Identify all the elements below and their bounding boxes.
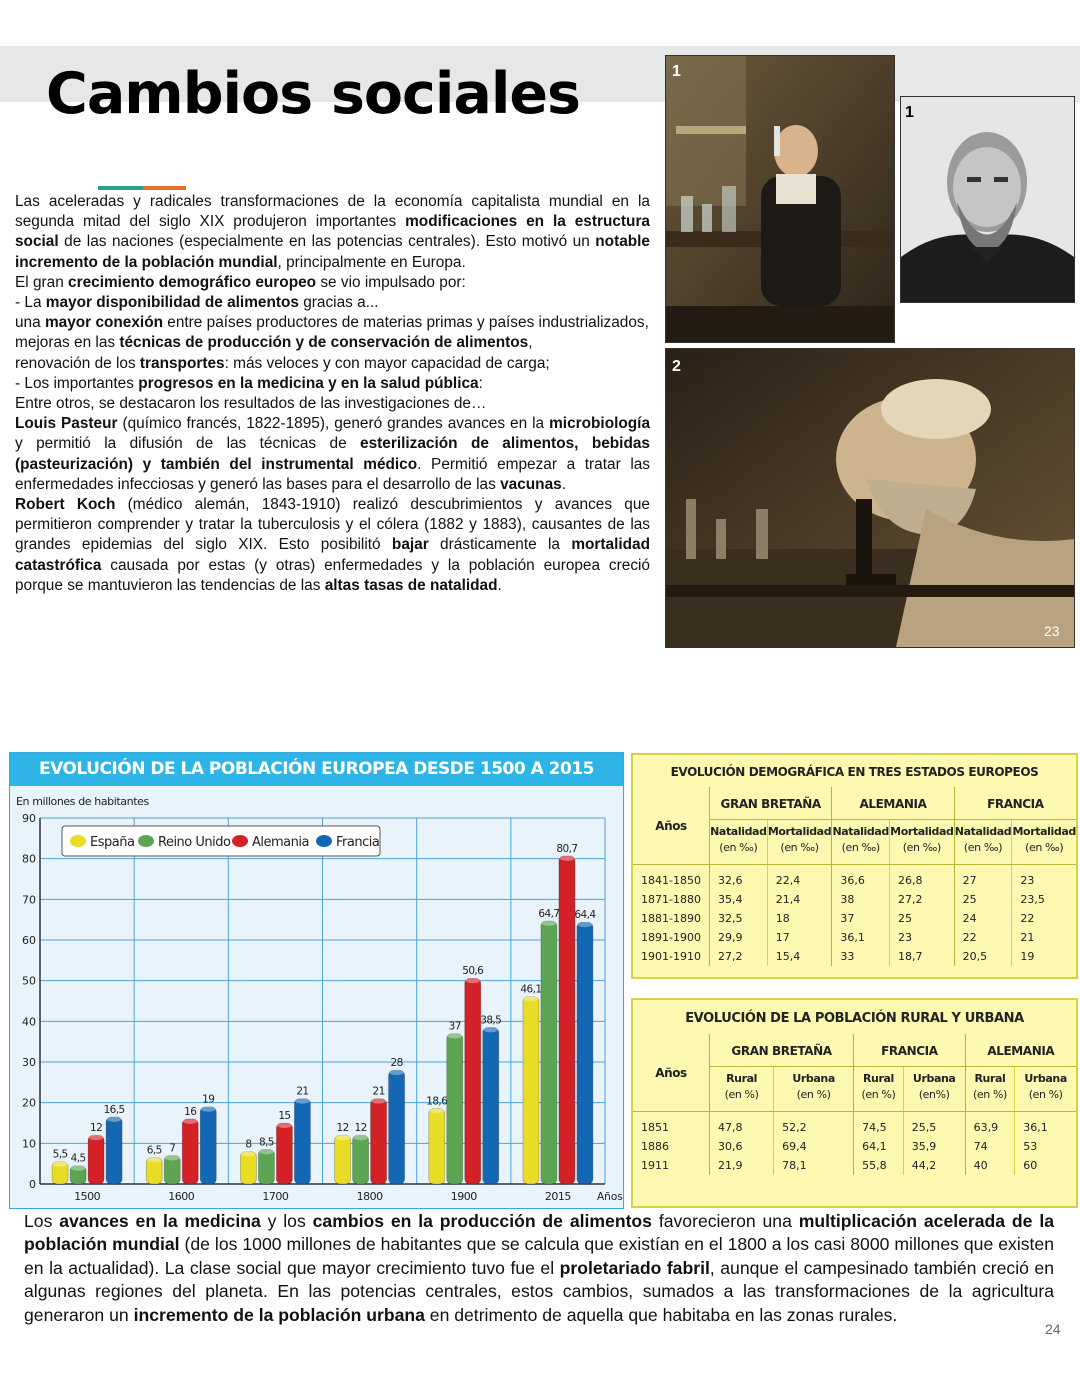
y-tick-label: 20 [22,1096,36,1110]
legend-swatch [316,835,332,847]
text-run: gracias a... [298,294,379,312]
sub-header-unit: (en ‰) [1025,841,1064,854]
y-tick-label: 10 [22,1137,36,1151]
data-label: 80,7 [556,842,578,855]
table-cell: 29,9 [710,928,768,947]
text-run: mejoras en las [15,334,120,352]
text-run: . [497,576,502,594]
y-axis-label: En millones de habitantes [16,795,149,808]
sub-header [774,1067,854,1112]
intro-paragraph [15,374,650,394]
data-label: 37 [448,1020,461,1033]
data-label: 12 [89,1122,103,1135]
table-cell: 64,1 [854,1137,904,1156]
y-tick-label: 30 [22,1056,36,1069]
table-cell: 35,9 [903,1137,965,1156]
table-cell: 19 [1012,947,1076,966]
y-tick-label: 80 [22,852,36,866]
data-label: 46,1 [520,983,542,996]
table-cell: 32,6 [710,865,768,891]
data-label: 12 [336,1122,349,1135]
data-label: 7 [169,1142,176,1155]
intro-paragraph [15,313,650,333]
table-cell: 20,5 [954,947,1012,966]
sub-header-unit: (en ‰) [719,841,758,854]
sub-header-unit: (en %) [1028,1088,1063,1101]
table-cell: 25 [954,890,1012,909]
sub-header-label: Natalidad [954,825,1012,838]
row-year: 1881-1890 [641,912,701,925]
sub-header-label: Rural [974,1072,1006,1085]
text-run: se vio impulsado por: [316,273,466,291]
table-cell: 63,9 [965,1112,1015,1138]
data-label: 12 [354,1122,367,1135]
country-header: ALEMANIA [965,1034,1076,1067]
sub-header [832,820,890,865]
table-cell: 22 [1012,909,1076,928]
demographic-table [631,753,1078,979]
sub-header-label: Natalidad [832,825,889,838]
data-label: 18,6 [426,1095,448,1108]
sub-header-unit: (en %) [796,1088,831,1101]
legend-swatch [232,835,248,847]
table-row [633,928,1076,947]
intro-paragraph [15,333,650,353]
text-run: (médico alemán, 1843-1910) realizó descubrimientos y avances que permitieron comprender y tratar la tuberculosis y el cólera (1882 y 1883), causantes de las grandes epidemias del siglo XIX. Esto posibilitó [15,496,650,554]
legend-label: Reino Unido [158,835,231,850]
sub-header-label: Rural [862,1072,894,1085]
table-cell: 23 [890,928,955,947]
table-cell: 69,4 [774,1137,854,1156]
bold-text: microbiología [549,415,651,433]
bar-españa [523,997,539,1184]
legend-swatch [138,835,154,847]
bar-alemania [559,856,575,1184]
table-cell: 25,5 [903,1112,965,1138]
bar-highlight [389,1069,404,1075]
table2-title: EVOLUCIÓN DE LA POBLACIÓN RURAL Y URBANA [685,1011,1024,1026]
accent-bar-orange [143,186,186,190]
text-run: , aunque el campesinado también creció en algunas regiones del planeta. En las potencias centrales, estos cambios, sumados a las transformaciones de la agricultura generaron un [24,1257,1054,1325]
bar-highlight [523,996,538,1002]
bar-francia [106,1117,122,1184]
text-run: - La [15,294,46,312]
table-cell: 24 [954,909,1012,928]
bar-francia [577,922,593,1184]
population-chart [9,752,624,1209]
row-year: 1851 [641,1121,669,1134]
bold-text: técnicas de producción y de conservación de alimentos [119,334,529,352]
data-label: 50,6 [462,965,484,978]
bar-highlight [483,1026,498,1032]
text-run: entre países productores de materias primas y países industrializados, [163,314,649,332]
sub-header-unit: (en ‰) [780,841,819,854]
table-cell: 23,5 [1012,890,1076,909]
bar-highlight [559,855,574,861]
sub-header [954,820,1012,865]
bar-highlight [447,1033,462,1039]
bold-text: bajar [391,536,429,554]
bar-highlight [295,1098,310,1104]
bar-francia [389,1070,405,1184]
y-tick-label: 70 [22,893,36,907]
row-year: 1871-1880 [641,893,701,906]
text-run: El gran [15,273,69,291]
y-tick-label: 0 [29,1178,36,1191]
rural-urban-table [631,998,1078,1208]
bar-highlight [335,1134,350,1140]
intro-paragraph [15,192,650,273]
text-run: Entre otros, se destacaron los resultados de las investigaciones de… [15,395,487,413]
table-cell: 17 [767,928,832,947]
bar-highlight [71,1165,86,1171]
text-run: Las aceleradas y radicales transformaciones de la economía capitalista mundial en la segunda mitad del siglo XIX produjeron importantes [15,193,650,231]
x-tick-label: 1700 [262,1190,289,1203]
table-cell: 26,8 [890,865,955,891]
photo-koch-microscope [665,348,1075,648]
text-run: (de los 1000 millones de habitantes que se calcula que existían en el 1800 a los casi 8000 millones que existen en la actualidad). La clase social que mayor crecimiento tuvo fue el [24,1234,1054,1278]
table-cell: 32,5 [710,909,768,928]
sub-header [890,820,955,865]
x-tick-label: 1600 [168,1190,195,1203]
bar-reino-unido [353,1135,369,1184]
table-header-row [633,1034,1076,1067]
photo-pasteur-lab [665,55,895,343]
bar-highlight [241,1150,256,1156]
bar-highlight [165,1155,180,1161]
table-cell: 15,4 [767,947,832,966]
koch-microscope-photo [666,349,1074,647]
text-run: : [478,374,483,392]
text-run: de las naciones (especialmente en las potencias centrales). Esto motivó un [58,233,596,251]
bar-reino-unido [541,921,557,1184]
country-header: FRANCIA [954,787,1076,820]
text-run: , [528,334,533,352]
bar-alemania [465,978,481,1184]
sub-header [854,1067,904,1112]
sub-header-unit: (en %) [861,1088,896,1101]
sub-header-unit: (en %) [973,1088,1007,1101]
sub-header-unit: (en ‰) [902,841,941,854]
bold-text: altas tasas de natalidad [324,576,498,594]
bold-text: cambios en la producción de alimentos [312,1211,652,1231]
sub-header-unit: (en ‰) [841,841,880,854]
bold-text: mortalidad catastrófica [15,536,650,574]
table1-title: EVOLUCIÓN DEMOGRÁFICA EN TRES ESTADOS EUROPEOS [670,765,1039,779]
row-year: 1901-1910 [641,950,701,963]
sub-header [1012,820,1076,865]
intro-paragraph [15,273,650,293]
data-label: 64,7 [538,907,560,920]
table-cell: 74,5 [854,1112,904,1138]
table-row [633,1137,1076,1156]
table-cell: 44,2 [903,1156,965,1175]
table-cell: 23 [1012,865,1076,891]
bold-text: incremento de la población urbana [133,1304,425,1325]
photo-pasteur-portrait [900,96,1075,303]
table-cell: 55,8 [854,1156,904,1175]
table-cell: 35,4 [710,890,768,909]
photo-number: 2 [672,358,681,375]
intro-paragraph [15,354,650,374]
row-year: 1891-1900 [641,931,701,944]
row-year: 1841-1850 [641,874,701,887]
bar-highlight [201,1106,216,1112]
pasteur-lab-painting [666,56,894,342]
table-cell: 21 [1012,928,1076,947]
y-tick-label: 60 [22,934,36,947]
bar-francia [483,1027,499,1184]
table-cell: 30,6 [710,1137,774,1156]
table-cell: 53 [1015,1137,1076,1156]
page-number: 24 [1045,1321,1061,1337]
bold-text: progresos en la medicina y en la salud pública [138,374,479,392]
data-label: 8,5 [258,1136,274,1149]
intro-paragraph [15,394,650,414]
sub-header-unit: (en%) [918,1088,950,1101]
legend-swatch [70,835,86,847]
country-header: FRANCIA [854,1034,966,1067]
bar-alemania [276,1123,292,1184]
text-run: en detrimento de aquella que habitaba en las zonas rurales. [424,1304,898,1325]
bar-highlight [429,1107,444,1113]
bold-text: crecimiento demográfico europeo [68,273,317,291]
data-label: 64,4 [574,909,596,922]
table-cell: 78,1 [774,1156,854,1175]
table-cell: 25 [890,909,955,928]
x-tick-label: 1500 [74,1190,101,1203]
sub-header-unit: (en ‰) [963,841,1003,854]
sub-header [710,1067,774,1112]
table-cell: 22 [954,928,1012,947]
bold-text: transportes [139,354,225,372]
bold-text: modificaciones en la estructura social [15,213,650,251]
photo-number: 1 [905,104,914,121]
sub-header-label: Mortalidad [1012,825,1076,838]
text-run: , principalmente en Europa. [277,253,466,271]
data-label: 8 [245,1138,252,1151]
legend-label: España [90,835,135,850]
text-run: drásticamente la [428,536,572,554]
country-header: GRAN BRETAÑA [710,1034,854,1067]
row-year: 1886 [641,1140,669,1153]
bar-highlight [89,1134,104,1140]
y-tick-label: 90 [22,812,36,825]
bar-highlight [259,1148,274,1154]
data-label: 4,5 [70,1152,86,1165]
bold-text: vacunas [500,475,562,493]
x-tick-label: 2015 [544,1190,571,1203]
intro-text [15,192,650,596]
table-cell: 18 [767,909,832,928]
pasteur-portrait [901,97,1074,302]
text-run: y los [260,1211,313,1231]
table-cell: 47,8 [710,1112,774,1138]
table-row [633,1156,1076,1175]
sub-header-label: Natalidad [710,825,767,838]
text-run: causada por estas (y otras) enfermedades y la población europea creció porque se mantuvieron las tendencias de las [15,556,650,594]
text-run: una [15,314,45,332]
sub-header-label: Urbana [1024,1072,1067,1085]
y-tick-label: 40 [22,1015,36,1029]
bold-text: Robert Koch [15,496,116,514]
bar-reino-unido [258,1149,274,1184]
bar-españa [335,1135,351,1184]
sub-header-unit: (en %) [724,1088,759,1101]
bar-highlight [577,921,592,927]
text-run: (químico francés, 1822-1895), generó grandes avances en la [117,415,550,433]
bold-text: multiplicación acelerada de la población mundial [24,1211,1054,1255]
text-run: : más veloces y con mayor capacidad de carga; [224,354,550,372]
country-header: ALEMANIA [832,787,954,820]
table-cell: 22,4 [767,865,832,891]
col-header-years: Años [633,787,710,865]
bold-text: notable incremento de la población mundial [15,233,650,271]
table-cell: 40 [965,1156,1015,1175]
intro-paragraph [15,495,650,596]
table-cell: 21,9 [710,1156,774,1175]
table-cell: 60 [1015,1156,1076,1175]
x-tick-label: 1900 [450,1190,477,1203]
bar-españa [429,1108,445,1184]
x-axis-label: Años [597,1191,623,1203]
table-cell: 52,2 [774,1112,854,1138]
sub-header-label: Urbana [912,1072,956,1085]
bold-text: esterilización de alimentos, bebidas (pasteurización) y también del instrumental médico [15,435,650,473]
table-header-row [633,787,1076,820]
text-run: y permitió la difusión de las técnicas de [15,435,361,453]
table-row [633,890,1076,909]
bar-highlight [277,1122,292,1128]
data-label: 19 [202,1093,215,1106]
table-row [633,947,1076,966]
table-cell: 21,4 [767,890,832,909]
table-cell: 74 [965,1137,1015,1156]
table-cell: 38 [832,890,890,909]
table-cell: 36,1 [1015,1112,1076,1138]
chart-plot [10,786,623,1208]
table-row [633,909,1076,928]
sub-header [965,1067,1015,1112]
text-run: . [561,475,566,493]
table-cell: 27,2 [890,890,955,909]
page-title: Cambios sociales [46,61,580,127]
chart-title: EVOLUCIÓN DE LA POBLACIÓN EUROPEA DESDE 1500 A 2015 [10,753,623,786]
bar-highlight [107,1116,122,1122]
table-cell: 27 [954,865,1012,891]
bold-text: proletariado fabril [559,1257,710,1278]
data-label: 16 [184,1105,197,1118]
table-row [633,865,1076,891]
bold-text: mayor conexión [44,314,163,332]
photo-page-number: 23 [1044,623,1060,639]
data-label: 5,5 [52,1148,68,1161]
table-cell: 36,1 [832,928,890,947]
bar-highlight [541,920,556,926]
intro-paragraph [15,293,650,313]
bar-highlight [53,1161,68,1167]
data-label: 21 [296,1085,309,1098]
data-label: 21 [372,1085,385,1098]
accent-bar-teal [98,186,143,190]
bar-highlight [465,977,480,983]
text-run: Los [24,1211,60,1231]
data-label: 15 [278,1110,291,1122]
text-run: . Permitió empezar a tratar las enfermedades infecciosas y generó las bases para el desarrollo de las [15,455,650,493]
bar-francia [294,1099,310,1184]
sub-header [767,820,832,865]
bar-alemania [88,1135,104,1184]
bar-reino-unido [447,1034,463,1184]
table-cell: 18,7 [890,947,955,966]
intro-paragraph [15,414,650,495]
bold-text: avances en la medicina [59,1211,261,1231]
sub-header [710,820,768,865]
sub-header-label: Rural [726,1072,757,1085]
text-run: favorecieron una [651,1211,799,1231]
table-cell: 33 [832,947,890,966]
x-tick-label: 1800 [356,1190,383,1203]
bar-highlight [183,1118,198,1124]
sub-header [1015,1067,1076,1112]
bold-text: Louis Pasteur [15,415,118,433]
photo-number: 1 [672,63,681,80]
bar-francia [200,1107,216,1184]
row-year: 1911 [641,1159,669,1172]
data-label: 16,5 [103,1103,125,1116]
sub-header [903,1067,965,1112]
bar-highlight [147,1157,162,1163]
bar-alemania [182,1119,198,1184]
legend-label: Francia [336,835,380,850]
col-header-years: Años [633,1034,710,1112]
table-row [633,1112,1076,1138]
country-header: GRAN BRETAÑA [710,787,832,820]
data-label: 6,5 [146,1144,162,1157]
table-cell: 36,6 [832,865,890,891]
data-label: 38,5 [480,1014,502,1027]
data-label: 28 [390,1057,403,1070]
sub-header-label: Mortalidad [767,825,832,838]
table-cell: 27,2 [710,947,768,966]
bold-text: mayor disponibilidad de alimentos [45,294,299,312]
bar-highlight [353,1134,368,1140]
sub-header-label: Urbana [792,1072,835,1085]
bar-highlight [371,1098,386,1104]
conclusion-text [24,1210,1054,1327]
text-run: renovación de los [15,354,140,372]
bar-alemania [371,1099,387,1184]
table-cell: 37 [832,909,890,928]
text-run: - Los importantes [15,374,139,392]
legend-label: Alemania [252,835,309,850]
sub-header-label: Mortalidad [890,825,954,838]
y-tick-label: 50 [22,974,36,988]
